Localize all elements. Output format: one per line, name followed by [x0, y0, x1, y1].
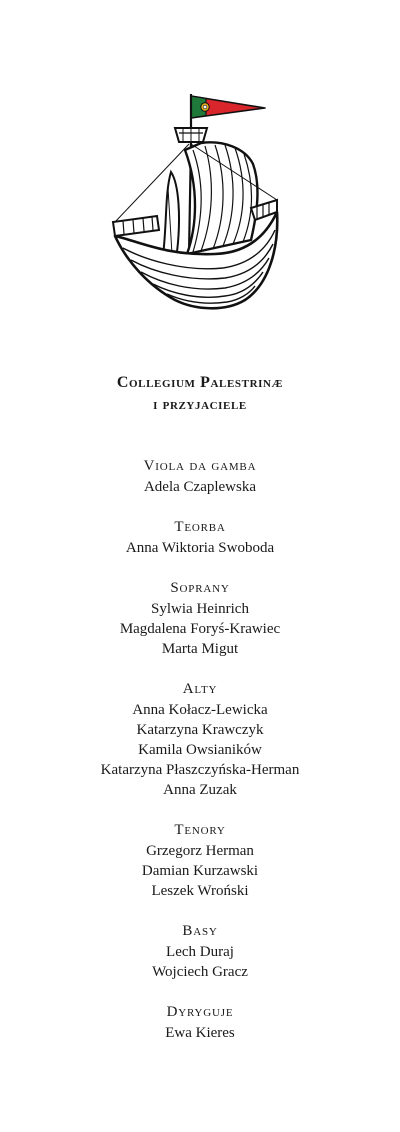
- performer-name: Marta Migut: [161, 641, 239, 657]
- section-tenory: [0, 820, 400, 901]
- section-heading: Tenory: [174, 822, 226, 838]
- section-soprany: [0, 578, 400, 659]
- section-teorba: [0, 517, 400, 558]
- performer-name: Leszek Wroński: [151, 883, 249, 899]
- section-heading: Basy: [182, 923, 218, 939]
- performer-name: Sylwia Heinrich: [151, 601, 249, 617]
- portugal-flag-icon: [191, 96, 265, 118]
- performer-name: Kamila Owsianików: [138, 742, 262, 758]
- performer-name: Anna Wiktoria Swoboda: [125, 540, 275, 556]
- section-alty: [0, 679, 400, 800]
- section-basy: [0, 921, 400, 982]
- performer-name: Magdalena Foryś-Krawiec: [119, 621, 281, 637]
- performer-list: [0, 456, 400, 1063]
- performer-name: Adela Czaplewska: [143, 479, 257, 495]
- performer-name: Ewa Kieres: [165, 1025, 235, 1041]
- section-heading: Viola da gamba: [143, 458, 257, 474]
- section-viola-da-gamba: [0, 456, 400, 497]
- performer-name: Katarzyna Krawczyk: [136, 722, 264, 738]
- ensemble-name: Collegium Palestrinæ: [116, 374, 284, 391]
- section-heading: Dyryguje: [166, 1004, 234, 1020]
- performer-name: Katarzyna Płaszczyńska-Herman: [100, 762, 300, 778]
- ensemble-title: [0, 372, 400, 416]
- performer-name: Grzegorz Herman: [146, 843, 254, 859]
- performer-name: Wojciech Gracz: [152, 964, 248, 980]
- section-heading: Soprany: [170, 580, 230, 596]
- performer-name: Lech Duraj: [166, 944, 234, 960]
- performer-name: Anna Zuzak: [163, 782, 237, 798]
- ensemble-subtitle: i przyjaciele: [153, 396, 247, 413]
- performer-name: Anna Kołacz-Lewicka: [132, 702, 268, 718]
- section-heading: Teorba: [174, 519, 226, 535]
- section-heading: Alty: [182, 681, 218, 697]
- section-dyryguje: [0, 1002, 400, 1043]
- ship-icon: [105, 88, 280, 328]
- performer-name: Damian Kurzawski: [141, 863, 259, 879]
